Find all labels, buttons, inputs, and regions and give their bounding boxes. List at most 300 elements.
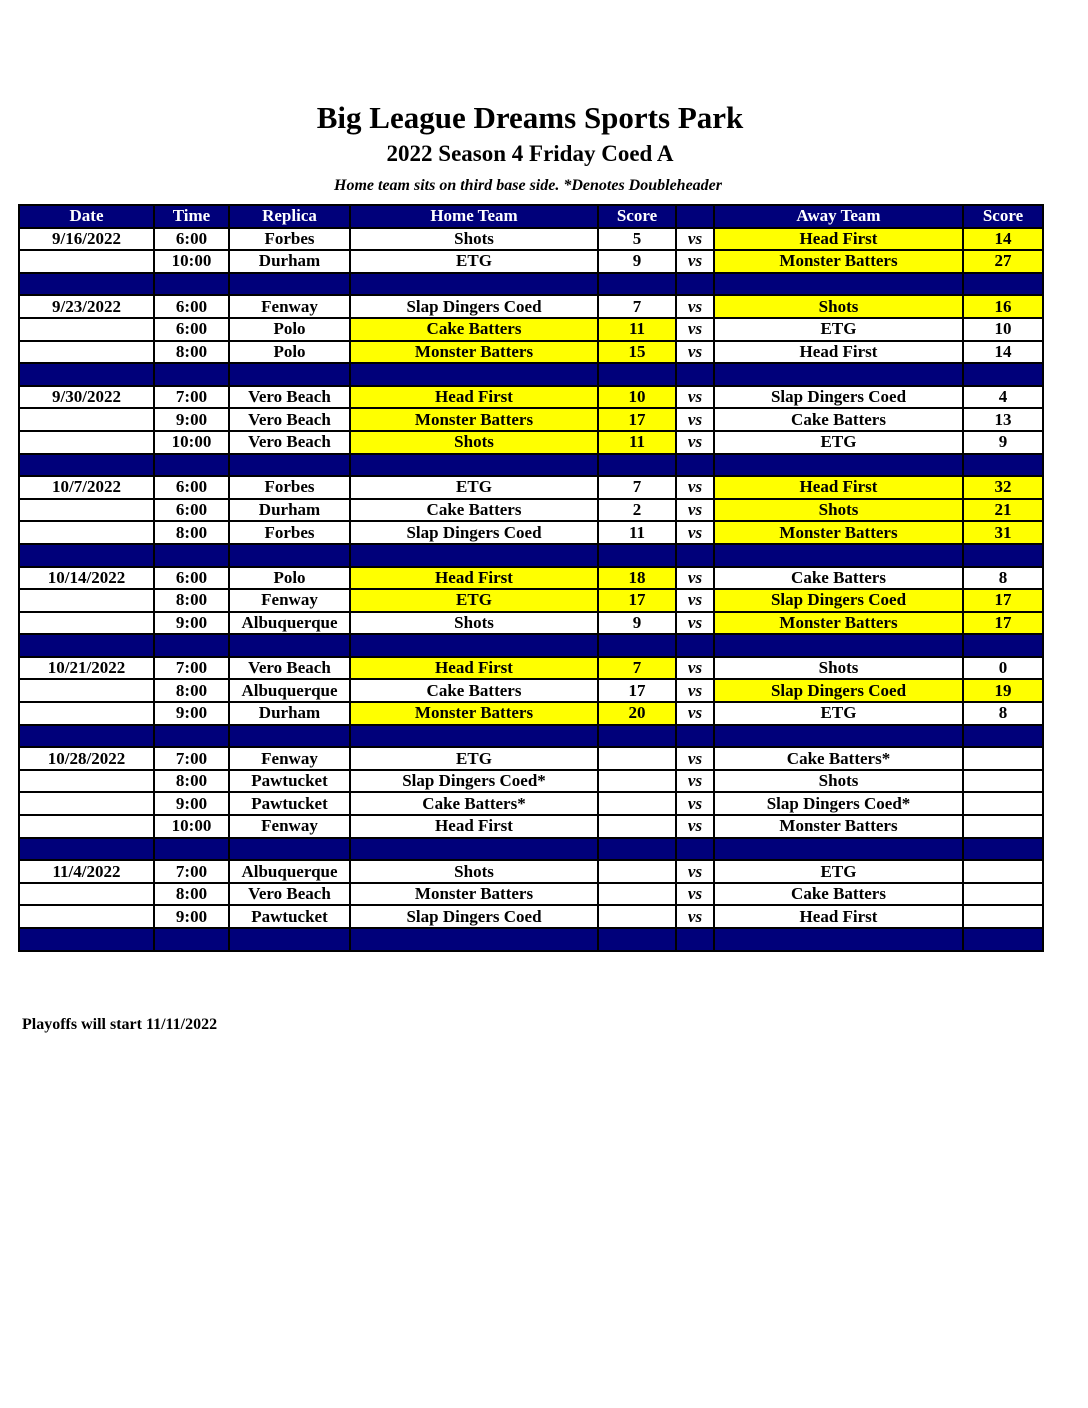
- replica-field: Vero Beach: [229, 386, 350, 409]
- vs-label: vs: [676, 521, 714, 544]
- game-date: 9/30/2022: [19, 386, 154, 409]
- home-team: ETG: [350, 476, 598, 499]
- game-row: [19, 250, 1043, 273]
- away-team: Monster Batters: [714, 250, 963, 273]
- game-date: [19, 612, 154, 635]
- separator-cell: [676, 273, 714, 296]
- col-header-away-team: Away Team: [714, 205, 963, 228]
- separator-cell: [19, 273, 154, 296]
- game-row: [19, 589, 1043, 612]
- separator-cell: [154, 725, 229, 748]
- vs-label: vs: [676, 905, 714, 928]
- game-row: [19, 770, 1043, 793]
- replica-field: Polo: [229, 341, 350, 364]
- away-team: ETG: [714, 318, 963, 341]
- game-date: [19, 431, 154, 454]
- game-date: 10/14/2022: [19, 567, 154, 590]
- game-date: [19, 815, 154, 838]
- home-score: 7: [598, 657, 676, 680]
- game-date: [19, 679, 154, 702]
- separator-cell: [229, 544, 350, 567]
- game-row: [19, 318, 1043, 341]
- separator-row: [19, 273, 1043, 296]
- away-team: Cake Batters: [714, 567, 963, 590]
- separator-cell: [714, 838, 963, 861]
- game-row: [19, 521, 1043, 544]
- vs-label: vs: [676, 499, 714, 522]
- away-team: Shots: [714, 770, 963, 793]
- separator-cell: [229, 634, 350, 657]
- game-date: [19, 589, 154, 612]
- game-row: [19, 747, 1043, 770]
- separator-cell: [154, 273, 229, 296]
- vs-label: vs: [676, 341, 714, 364]
- separator-cell: [598, 725, 676, 748]
- separator-cell: [19, 838, 154, 861]
- home-team: Cake Batters*: [350, 792, 598, 815]
- away-team: Cake Batters: [714, 408, 963, 431]
- separator-cell: [598, 454, 676, 477]
- home-team: Head First: [350, 386, 598, 409]
- col-header-home-team: Home Team: [350, 205, 598, 228]
- home-team: Shots: [350, 612, 598, 635]
- game-row: [19, 499, 1043, 522]
- game-time: 9:00: [154, 792, 229, 815]
- separator-cell: [676, 928, 714, 951]
- separator-cell: [676, 544, 714, 567]
- replica-field: Polo: [229, 567, 350, 590]
- separator-cell: [714, 544, 963, 567]
- schedule-note: Home team sits on third base side. *Denotes Doubleheader: [334, 177, 722, 194]
- game-date: 9/16/2022: [19, 228, 154, 251]
- game-date: 10/28/2022: [19, 747, 154, 770]
- separator-cell: [714, 725, 963, 748]
- game-time: 8:00: [154, 679, 229, 702]
- game-row: [19, 860, 1043, 883]
- home-score: 7: [598, 295, 676, 318]
- replica-field: Fenway: [229, 747, 350, 770]
- home-team: Slap Dingers Coed: [350, 521, 598, 544]
- game-row: [19, 702, 1043, 725]
- away-team: ETG: [714, 860, 963, 883]
- game-time: 10:00: [154, 815, 229, 838]
- separator-cell: [350, 928, 598, 951]
- game-time: 6:00: [154, 567, 229, 590]
- away-team: Slap Dingers Coed: [714, 386, 963, 409]
- game-time: 8:00: [154, 770, 229, 793]
- home-team: Head First: [350, 815, 598, 838]
- game-row: [19, 408, 1043, 431]
- col-header-home-score: Score: [598, 205, 676, 228]
- separator-cell: [676, 634, 714, 657]
- away-team: Shots: [714, 657, 963, 680]
- separator-cell: [598, 273, 676, 296]
- away-team: Head First: [714, 341, 963, 364]
- separator-cell: [229, 838, 350, 861]
- separator-row: [19, 454, 1043, 477]
- home-team: Monster Batters: [350, 408, 598, 431]
- separator-cell: [19, 363, 154, 386]
- separator-cell: [714, 634, 963, 657]
- separator-cell: [963, 928, 1043, 951]
- playoffs-note: Playoffs will start 11/11/2022: [22, 1016, 218, 1033]
- replica-field: Vero Beach: [229, 431, 350, 454]
- game-time: 8:00: [154, 521, 229, 544]
- separator-row: [19, 544, 1043, 567]
- home-score: 18: [598, 567, 676, 590]
- separator-cell: [714, 928, 963, 951]
- game-row: [19, 341, 1043, 364]
- vs-label: vs: [676, 860, 714, 883]
- separator-cell: [598, 363, 676, 386]
- game-date: [19, 905, 154, 928]
- replica-field: Forbes: [229, 521, 350, 544]
- replica-field: Forbes: [229, 228, 350, 251]
- separator-cell: [229, 725, 350, 748]
- game-time: 6:00: [154, 318, 229, 341]
- away-score: [963, 815, 1043, 838]
- game-time: 8:00: [154, 341, 229, 364]
- vs-label: vs: [676, 567, 714, 590]
- home-score: 17: [598, 589, 676, 612]
- separator-cell: [350, 725, 598, 748]
- separator-cell: [19, 928, 154, 951]
- away-score: 32: [963, 476, 1043, 499]
- separator-row: [19, 363, 1043, 386]
- replica-field: Vero Beach: [229, 408, 350, 431]
- game-row: [19, 228, 1043, 251]
- home-team: ETG: [350, 250, 598, 273]
- game-row: [19, 657, 1043, 680]
- separator-cell: [676, 838, 714, 861]
- vs-label: vs: [676, 883, 714, 906]
- away-score: [963, 905, 1043, 928]
- replica-field: Durham: [229, 250, 350, 273]
- home-score: 11: [598, 521, 676, 544]
- away-score: 14: [963, 341, 1043, 364]
- separator-cell: [19, 725, 154, 748]
- col-header-away-score: Score: [963, 205, 1043, 228]
- home-team: Cake Batters: [350, 679, 598, 702]
- game-time: 7:00: [154, 386, 229, 409]
- page-subtitle: 2022 Season 4 Friday Coed A: [386, 141, 674, 166]
- replica-field: Albuquerque: [229, 612, 350, 635]
- replica-field: Pawtucket: [229, 905, 350, 928]
- away-score: [963, 860, 1043, 883]
- game-date: [19, 792, 154, 815]
- game-date: 11/4/2022: [19, 860, 154, 883]
- home-team: Head First: [350, 567, 598, 590]
- game-time: 6:00: [154, 295, 229, 318]
- separator-cell: [714, 363, 963, 386]
- game-time: 7:00: [154, 747, 229, 770]
- vs-label: vs: [676, 702, 714, 725]
- game-time: 10:00: [154, 431, 229, 454]
- separator-cell: [19, 454, 154, 477]
- separator-cell: [229, 273, 350, 296]
- away-score: 19: [963, 679, 1043, 702]
- away-team: ETG: [714, 431, 963, 454]
- home-score: 20: [598, 702, 676, 725]
- away-score: 8: [963, 567, 1043, 590]
- game-row: [19, 883, 1043, 906]
- away-score: 8: [963, 702, 1043, 725]
- col-header-replica: Replica: [229, 205, 350, 228]
- separator-cell: [714, 454, 963, 477]
- game-time: 6:00: [154, 228, 229, 251]
- away-score: 4: [963, 386, 1043, 409]
- separator-cell: [963, 634, 1043, 657]
- away-team: Head First: [714, 476, 963, 499]
- game-time: 8:00: [154, 883, 229, 906]
- game-row: [19, 295, 1043, 318]
- replica-field: Pawtucket: [229, 770, 350, 793]
- separator-cell: [598, 544, 676, 567]
- vs-label: vs: [676, 318, 714, 341]
- replica-field: Durham: [229, 702, 350, 725]
- separator-cell: [676, 454, 714, 477]
- separator-cell: [229, 928, 350, 951]
- away-team: ETG: [714, 702, 963, 725]
- game-row: [19, 679, 1043, 702]
- game-row: [19, 815, 1043, 838]
- away-team: Shots: [714, 499, 963, 522]
- separator-cell: [963, 273, 1043, 296]
- away-team: Slap Dingers Coed: [714, 589, 963, 612]
- game-date: [19, 318, 154, 341]
- separator-cell: [963, 544, 1043, 567]
- game-time: 9:00: [154, 408, 229, 431]
- separator-row: [19, 838, 1043, 861]
- game-date: [19, 499, 154, 522]
- home-score: 7: [598, 476, 676, 499]
- game-time: 9:00: [154, 702, 229, 725]
- separator-row: [19, 928, 1043, 951]
- vs-label: vs: [676, 408, 714, 431]
- game-date: 10/7/2022: [19, 476, 154, 499]
- home-score: [598, 815, 676, 838]
- game-date: 9/23/2022: [19, 295, 154, 318]
- away-score: 13: [963, 408, 1043, 431]
- away-score: [963, 792, 1043, 815]
- game-date: [19, 770, 154, 793]
- vs-label: vs: [676, 476, 714, 499]
- game-time: 7:00: [154, 657, 229, 680]
- replica-field: Vero Beach: [229, 883, 350, 906]
- home-team: Head First: [350, 657, 598, 680]
- game-time: 6:00: [154, 499, 229, 522]
- home-score: [598, 883, 676, 906]
- home-team: Slap Dingers Coed*: [350, 770, 598, 793]
- game-time: 9:00: [154, 905, 229, 928]
- separator-cell: [714, 273, 963, 296]
- away-team: Cake Batters*: [714, 747, 963, 770]
- separator-cell: [350, 838, 598, 861]
- game-date: [19, 521, 154, 544]
- home-score: [598, 747, 676, 770]
- replica-field: Vero Beach: [229, 657, 350, 680]
- separator-cell: [598, 928, 676, 951]
- game-row: [19, 612, 1043, 635]
- game-time: 6:00: [154, 476, 229, 499]
- away-score: 17: [963, 612, 1043, 635]
- game-time: 7:00: [154, 860, 229, 883]
- separator-cell: [676, 363, 714, 386]
- separator-cell: [154, 634, 229, 657]
- game-row: [19, 792, 1043, 815]
- separator-row: [19, 634, 1043, 657]
- home-team: Monster Batters: [350, 883, 598, 906]
- home-team: Monster Batters: [350, 702, 598, 725]
- away-score: [963, 883, 1043, 906]
- home-score: [598, 860, 676, 883]
- vs-label: vs: [676, 431, 714, 454]
- away-team: Shots: [714, 295, 963, 318]
- separator-cell: [350, 634, 598, 657]
- vs-label: vs: [676, 770, 714, 793]
- separator-cell: [963, 454, 1043, 477]
- vs-label: vs: [676, 386, 714, 409]
- away-team: Head First: [714, 905, 963, 928]
- away-score: 9: [963, 431, 1043, 454]
- away-score: [963, 770, 1043, 793]
- away-score: 31: [963, 521, 1043, 544]
- vs-label: vs: [676, 228, 714, 251]
- game-date: 10/21/2022: [19, 657, 154, 680]
- vs-label: vs: [676, 815, 714, 838]
- game-date: [19, 408, 154, 431]
- home-team: Monster Batters: [350, 341, 598, 364]
- game-date: [19, 250, 154, 273]
- separator-cell: [229, 363, 350, 386]
- home-score: [598, 770, 676, 793]
- home-score: 11: [598, 318, 676, 341]
- vs-label: vs: [676, 295, 714, 318]
- vs-label: vs: [676, 612, 714, 635]
- home-team: Shots: [350, 431, 598, 454]
- separator-cell: [350, 544, 598, 567]
- col-header-vs: [676, 205, 714, 228]
- separator-cell: [963, 725, 1043, 748]
- replica-field: Albuquerque: [229, 860, 350, 883]
- away-team: Slap Dingers Coed*: [714, 792, 963, 815]
- separator-cell: [963, 838, 1043, 861]
- vs-label: vs: [676, 679, 714, 702]
- separator-cell: [154, 363, 229, 386]
- home-score: 10: [598, 386, 676, 409]
- game-time: 8:00: [154, 589, 229, 612]
- col-header-date: Date: [19, 205, 154, 228]
- replica-field: Pawtucket: [229, 792, 350, 815]
- separator-cell: [19, 544, 154, 567]
- home-score: 17: [598, 679, 676, 702]
- vs-label: vs: [676, 747, 714, 770]
- home-team: ETG: [350, 747, 598, 770]
- home-team: Slap Dingers Coed: [350, 295, 598, 318]
- separator-cell: [154, 928, 229, 951]
- home-score: 2: [598, 499, 676, 522]
- schedule-body: [19, 228, 1043, 951]
- home-team: Shots: [350, 860, 598, 883]
- separator-cell: [350, 363, 598, 386]
- separator-cell: [598, 838, 676, 861]
- vs-label: vs: [676, 589, 714, 612]
- game-time: 10:00: [154, 250, 229, 273]
- game-date: [19, 883, 154, 906]
- replica-field: Albuquerque: [229, 679, 350, 702]
- header-row: [19, 205, 1043, 228]
- home-score: 9: [598, 250, 676, 273]
- separator-row: [19, 725, 1043, 748]
- replica-field: Durham: [229, 499, 350, 522]
- home-team: ETG: [350, 589, 598, 612]
- away-team: Slap Dingers Coed: [714, 679, 963, 702]
- home-score: 9: [598, 612, 676, 635]
- separator-cell: [154, 838, 229, 861]
- separator-cell: [598, 634, 676, 657]
- home-score: [598, 792, 676, 815]
- game-row: [19, 567, 1043, 590]
- home-score: 15: [598, 341, 676, 364]
- vs-label: vs: [676, 792, 714, 815]
- replica-field: Fenway: [229, 815, 350, 838]
- away-team: Monster Batters: [714, 612, 963, 635]
- away-team: Head First: [714, 228, 963, 251]
- page-title: Big League Dreams Sports Park: [316, 100, 744, 135]
- away-score: 16: [963, 295, 1043, 318]
- vs-label: vs: [676, 657, 714, 680]
- home-score: 11: [598, 431, 676, 454]
- replica-field: Polo: [229, 318, 350, 341]
- away-team: Monster Batters: [714, 521, 963, 544]
- home-team: Shots: [350, 228, 598, 251]
- away-score: 14: [963, 228, 1043, 251]
- game-row: [19, 476, 1043, 499]
- separator-cell: [350, 273, 598, 296]
- home-team: Slap Dingers Coed: [350, 905, 598, 928]
- away-score: 21: [963, 499, 1043, 522]
- separator-cell: [350, 454, 598, 477]
- separator-cell: [154, 454, 229, 477]
- home-score: 17: [598, 408, 676, 431]
- replica-field: Fenway: [229, 589, 350, 612]
- separator-cell: [963, 363, 1043, 386]
- home-team: Cake Batters: [350, 499, 598, 522]
- game-date: [19, 341, 154, 364]
- home-score: [598, 905, 676, 928]
- away-score: [963, 747, 1043, 770]
- schedule-table: [18, 204, 1044, 952]
- replica-field: Forbes: [229, 476, 350, 499]
- away-score: 27: [963, 250, 1043, 273]
- home-team: Cake Batters: [350, 318, 598, 341]
- separator-cell: [229, 454, 350, 477]
- col-header-time: Time: [154, 205, 229, 228]
- separator-cell: [154, 544, 229, 567]
- away-score: 17: [963, 589, 1043, 612]
- away-score: 10: [963, 318, 1043, 341]
- game-row: [19, 386, 1043, 409]
- game-time: 9:00: [154, 612, 229, 635]
- game-date: [19, 702, 154, 725]
- separator-cell: [19, 634, 154, 657]
- away-team: Cake Batters: [714, 883, 963, 906]
- game-row: [19, 431, 1043, 454]
- replica-field: Fenway: [229, 295, 350, 318]
- away-team: Monster Batters: [714, 815, 963, 838]
- home-score: 5: [598, 228, 676, 251]
- separator-cell: [676, 725, 714, 748]
